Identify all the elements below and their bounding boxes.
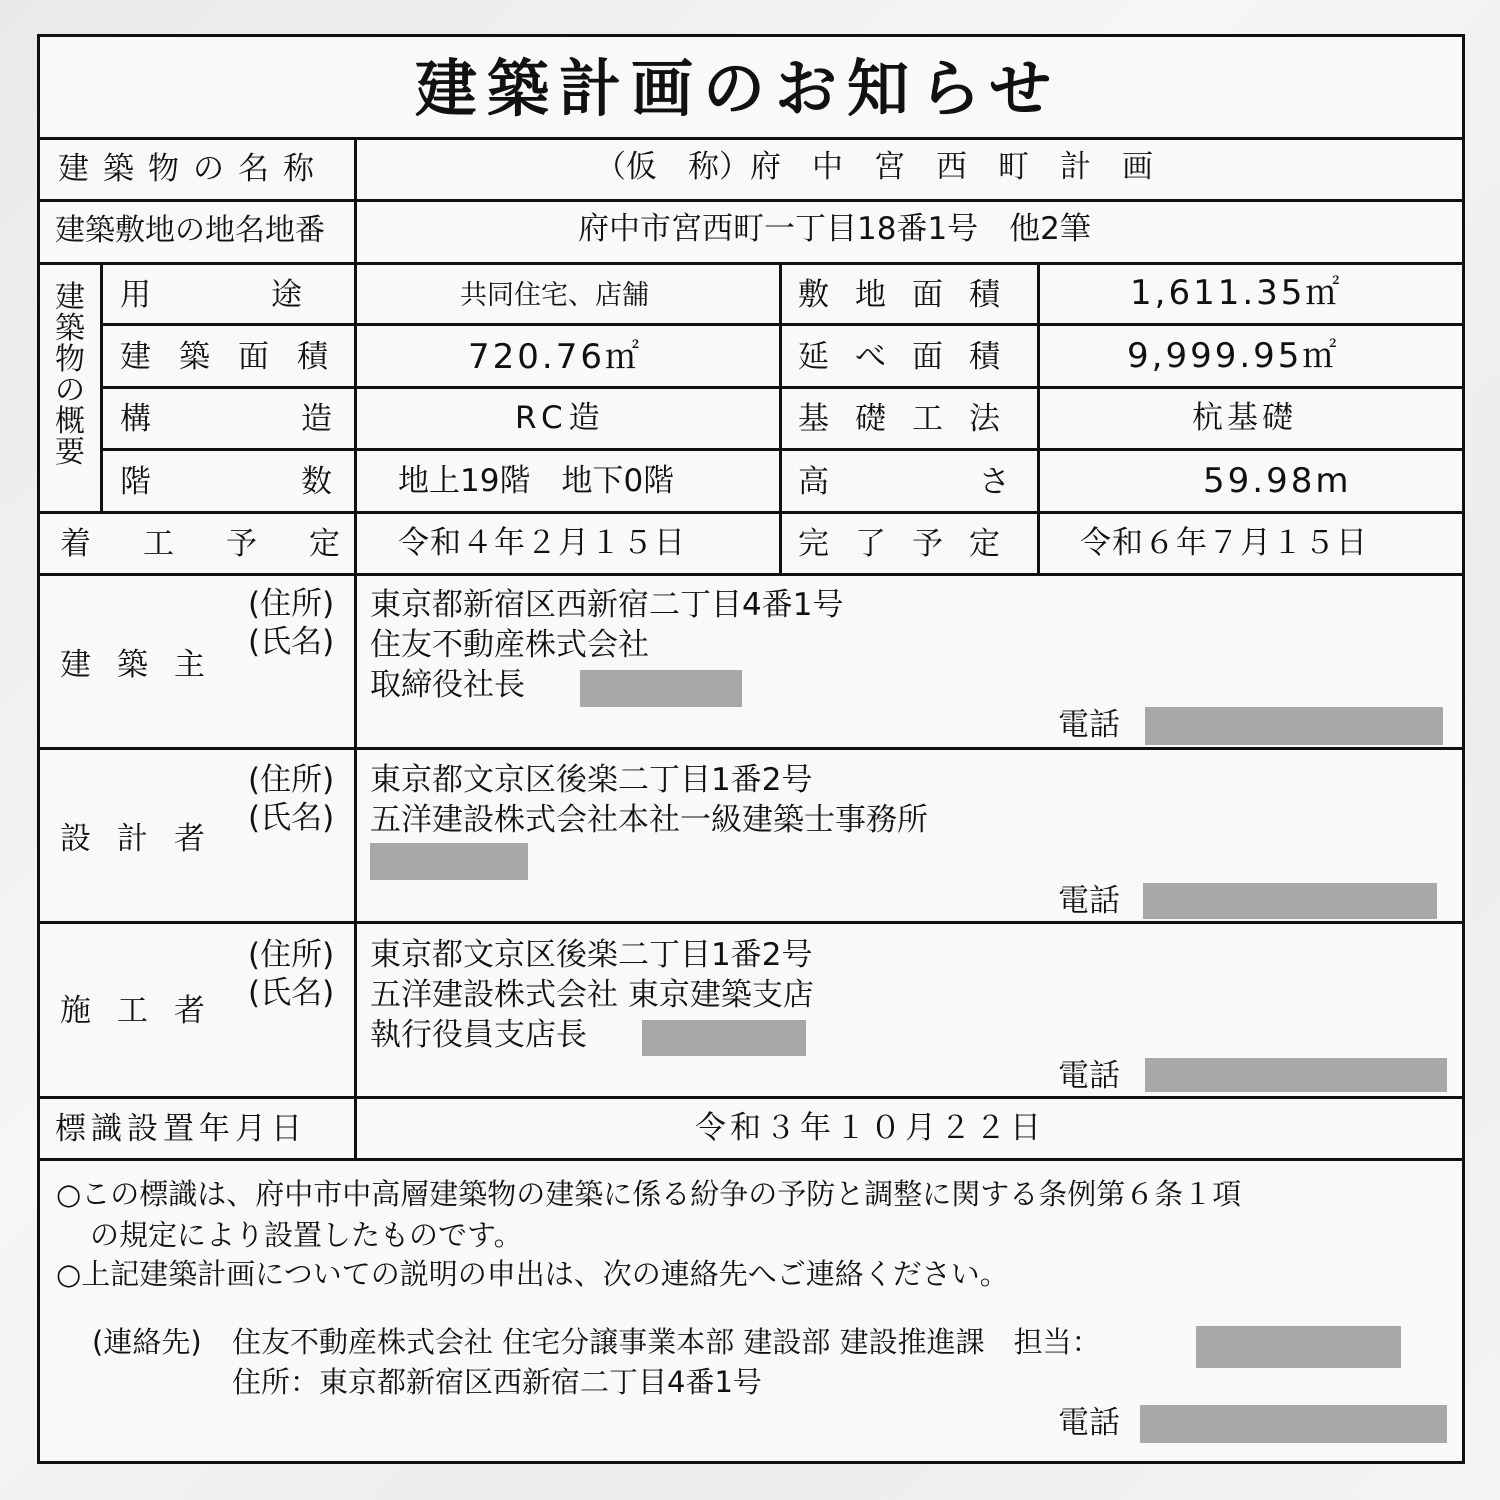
label-height: 高さ [798, 464, 1160, 500]
phone-label: 電話 [1058, 883, 1120, 919]
redacted-phone [1140, 1405, 1447, 1443]
label-use: 用途 [120, 277, 422, 313]
divider [37, 511, 1465, 514]
divider [37, 747, 1465, 750]
owner-address: 東京都新宿区西新宿二丁目4番1号 [370, 587, 844, 623]
name-tag: (氏名) [248, 975, 335, 1011]
divider [37, 573, 1465, 576]
address-tag: (住所) [248, 586, 335, 622]
label-start-date: 着工予定 [60, 526, 392, 562]
label-builder: 施工者 [60, 993, 231, 1029]
redacted-contact-person [1196, 1326, 1401, 1368]
address-tag: (住所) [248, 937, 335, 973]
value-height: 59.98m [1203, 461, 1352, 501]
label-completion-date: 完了予定 [798, 526, 1026, 562]
label-designer: 設計者 [60, 821, 231, 857]
value-building-name: （仮 称）府 中 宮 西 町 計 画 [595, 149, 1153, 185]
note-1: ○この標識は、府中市中高層建築物の建築に係る紛争の予防と調整に関する条例第６条１項 [56, 1177, 1242, 1211]
builder-company: 五洋建設株式会社 東京建築支店 [370, 977, 814, 1013]
note-1-continued: の規定により設置したものです。 [90, 1218, 523, 1252]
phone-label: 電話 [1058, 1405, 1120, 1441]
value-foundation: 杭基礎 [1192, 400, 1297, 436]
owner-company: 住友不動産株式会社 [370, 627, 649, 663]
value-floor-area: 9,999.95㎡ [1127, 336, 1340, 376]
divider [37, 1096, 1465, 1099]
divider [37, 199, 1465, 202]
divider [1037, 262, 1040, 576]
divider [37, 262, 1465, 265]
label-structure: 構造 [120, 401, 482, 437]
redacted-designer-name [370, 843, 528, 880]
note-2: ○上記建築計画についての説明の申出は、次の連絡先へご連絡ください。 [56, 1257, 1009, 1291]
redacted-builder-name [642, 1020, 806, 1056]
divider [100, 262, 103, 513]
owner-title: 取締役社長 [370, 667, 525, 703]
address-tag: (住所) [248, 762, 335, 798]
divider [100, 323, 1465, 326]
contact-tag: (連絡先) [92, 1325, 202, 1359]
divider [37, 921, 1465, 924]
value-building-area: 720.76㎡ [468, 337, 642, 377]
label-building-name: 建築物の名称 [58, 151, 328, 187]
divider [100, 448, 1465, 451]
name-tag: (氏名) [248, 800, 335, 836]
value-site-area: 1,611.35㎡ [1130, 273, 1343, 313]
label-building-area: 建築面積 [120, 339, 356, 375]
value-start-date: 令和４年２月１５日 [398, 525, 686, 561]
label-site-area: 敷地面積 [798, 277, 1026, 313]
redacted-owner-name [580, 670, 742, 707]
label-site-address: 建築敷地の地名地番 [55, 213, 325, 248]
label-building-outline: 建築物の概要 [55, 280, 85, 470]
value-floors: 地上19階 地下0階 [398, 463, 675, 499]
label-owner: 建築主 [60, 647, 231, 683]
divider [100, 386, 1465, 389]
value-site-address: 府中市宮西町一丁目18番1号 他2筆 [578, 211, 1091, 247]
value-use: 共同住宅、店舗 [460, 280, 649, 311]
label-foundation: 基礎工法 [798, 401, 1026, 437]
phone-label: 電話 [1058, 707, 1120, 743]
redacted-phone [1143, 883, 1437, 919]
contact-address: 住所：東京都新宿区西新宿二丁目4番1号 [232, 1365, 762, 1399]
builder-title: 執行役員支店長 [370, 1017, 587, 1053]
phone-label: 電話 [1058, 1058, 1120, 1094]
designer-address: 東京都文京区後楽二丁目1番2号 [370, 762, 813, 798]
redacted-phone [1145, 1058, 1447, 1092]
label-floor-area: 延べ面積 [798, 339, 1026, 375]
page-title: 建築計画のお知らせ [415, 52, 1062, 125]
contact-line: 住友不動産株式会社 住宅分譲事業本部 建設部 建設推進課 担当： [232, 1325, 1101, 1359]
redacted-phone [1145, 707, 1443, 745]
designer-company: 五洋建設株式会社本社一級建築士事務所 [370, 802, 928, 838]
value-structure: RC造 [515, 400, 606, 436]
divider [779, 262, 782, 576]
value-sign-date: 令和３年１０月２２日 [695, 1110, 1045, 1146]
builder-address: 東京都文京区後楽二丁目1番2号 [370, 937, 813, 973]
name-tag: (氏名) [248, 624, 335, 660]
label-floors: 階数 [120, 464, 482, 500]
divider [37, 1158, 1465, 1161]
value-completion-date: 令和６年７月１５日 [1080, 525, 1368, 561]
label-sign-date: 標識設置年月日 [55, 1111, 307, 1147]
divider [37, 137, 1465, 140]
